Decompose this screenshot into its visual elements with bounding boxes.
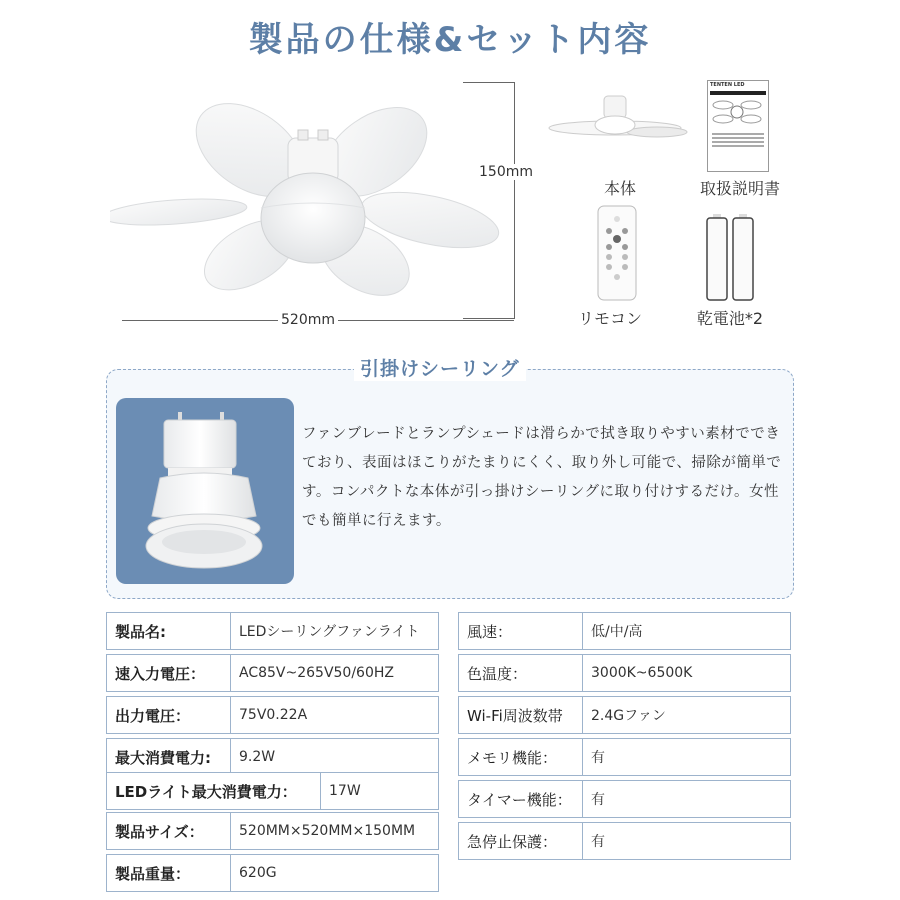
spec-table-left-wide [106, 772, 439, 810]
spec-value: AC85V~265V50/60HZ [231, 655, 439, 692]
spec-row [107, 773, 439, 810]
spec-row [459, 655, 791, 692]
feature-description: ファンブレードとランプシェードは滑らかで拭き取りやすい素材でできており、表面はほこりがたまりにくく、取り外し可能で、掃除が簡単です。コンパクトな本体が引っ掛けシーリングに取り付けするだけ。女性でも簡単に行えます。 [302, 426, 782, 529]
height-dim-bottom [463, 318, 515, 319]
spec-row [107, 739, 439, 776]
spec-row [459, 781, 791, 818]
batteries-thumbnail [703, 214, 759, 302]
height-dim-vertical [514, 82, 515, 318]
spec-row [459, 613, 791, 650]
spec-key: 出力電圧： [107, 697, 231, 734]
spec-value: LEDシーリングファンライト [231, 613, 439, 650]
spec-key: 製品重量： [107, 855, 231, 892]
spec-key: メモリ機能： [459, 739, 583, 776]
spec-value: 3000K~6500K [583, 655, 791, 692]
spec-key: 最大消費電力: [107, 739, 231, 776]
spec-value: 75V0.22A [231, 697, 439, 734]
spec-value: 2.4Gファン [583, 697, 791, 734]
manual-fan-diagram-icon [708, 97, 766, 127]
fan-body-thumbnail [547, 92, 689, 152]
spec-key: 急停止保護： [459, 823, 583, 860]
spec-row [107, 813, 439, 850]
spec-key: 色温度： [459, 655, 583, 692]
manual-header: TENTEN LED [710, 82, 745, 88]
set-item-body-label: 本体 [603, 179, 636, 198]
height-dimension: 150mm [476, 164, 536, 180]
spec-row [107, 613, 439, 650]
spec-value: 低/中/高 [583, 613, 791, 650]
spec-value: 有 [583, 739, 791, 776]
spec-value: 520MM×520MM×150MM [231, 813, 439, 850]
ceiling-fan-image [110, 90, 510, 310]
spec-key: 速入力電圧： [107, 655, 231, 692]
spec-table-left-bottom [106, 812, 439, 892]
page-title: 製品の仕様&セット内容 [248, 20, 652, 60]
spec-table-right [458, 612, 791, 860]
spec-value: 9.2W [231, 739, 439, 776]
set-item-manual-label: 取扱説明書 [699, 179, 780, 198]
spec-row [107, 655, 439, 692]
feature-title: 引掛けシーリング [354, 354, 526, 381]
spec-row [459, 739, 791, 776]
set-item-batteries-label: 乾電池*2 [696, 309, 764, 328]
spec-table-left [106, 612, 439, 776]
spec-row [459, 697, 791, 734]
height-dim-top [463, 82, 515, 83]
spec-key: 風速： [459, 613, 583, 650]
spec-value: 17W [321, 773, 439, 810]
spec-key: LEDライト最大消費電力： [107, 773, 321, 810]
remote-control-thumbnail [597, 205, 637, 301]
spec-value: 有 [583, 823, 791, 860]
spec-key: 製品名: [107, 613, 231, 650]
spec-key: Wi-Fi周波数帯 [459, 697, 583, 734]
spec-row [107, 855, 439, 892]
spec-value: 620G [231, 855, 439, 892]
spec-key: タイマー機能： [459, 781, 583, 818]
ceiling-mount-photo [116, 398, 294, 584]
set-item-remote-label: リモコン [577, 309, 642, 328]
width-dimension: 520mm [278, 312, 338, 328]
spec-value: 有 [583, 781, 791, 818]
spec-row [459, 823, 791, 860]
spec-key: 製品サイズ： [107, 813, 231, 850]
spec-row [107, 697, 439, 734]
manual-thumbnail [707, 80, 769, 172]
